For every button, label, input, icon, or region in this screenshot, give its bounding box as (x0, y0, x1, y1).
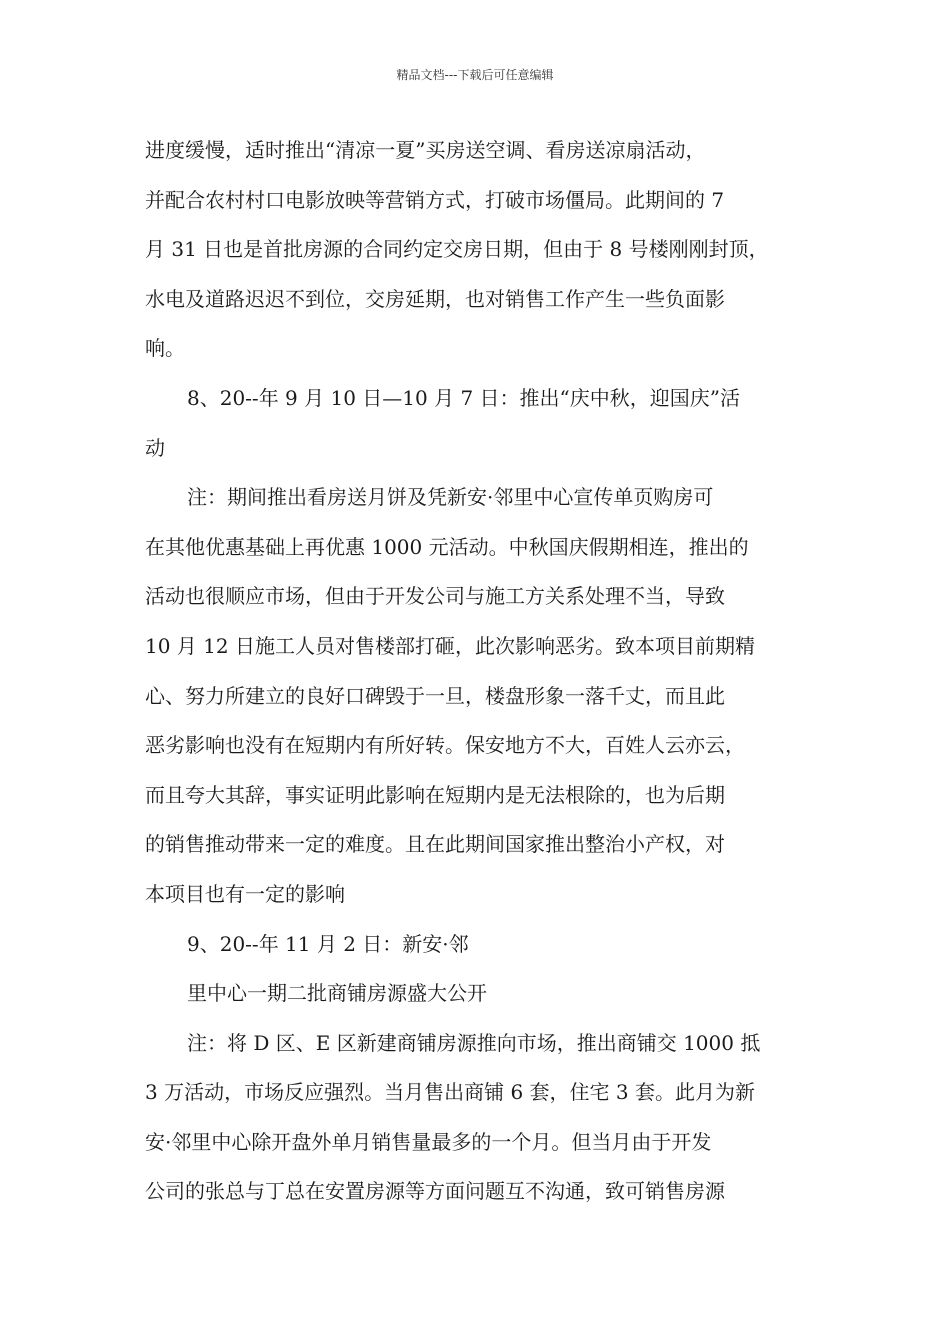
text-line: 月 31 日也是首批房源的合同约定交房日期，但由于 8 号楼刚刚封顶， (145, 237, 769, 262)
text-line: 心、努力所建立的良好口碑毁于一旦，楼盘形象一落千丈，而且此 (145, 683, 725, 708)
text-line: 里中心一期二批商铺房源盛大公开 (187, 981, 487, 1006)
text-line: 活动也很顺应市场，但由于开发公司与施工方关系处理不当，导致 (145, 584, 725, 609)
text-line: 并配合农村村口电影放映等营销方式，打破市场僵局。此期间的 7 (145, 187, 725, 212)
text-line: 恶劣影响也没有在短期内有所好转。保安地方不大，百姓人云亦云， (145, 733, 745, 758)
text-line: 动 (145, 435, 165, 460)
text-line: 9、20--年 11 月 2 日：新安·邻 (187, 931, 469, 956)
text-line: 安·邻里中心除开盘外单月销售量最多的一个月。但当月由于开发 (145, 1129, 712, 1154)
text-line: 注：期间推出看房送月饼及凭新安·邻里中心宣传单页购房可 (187, 485, 714, 510)
page-header: 精品文档---下载后可任意编辑 (396, 68, 554, 82)
text-line: 而且夸大其辞，事实证明此影响在短期内是无法根除的，也为后期 (145, 782, 725, 807)
text-line: 公司的张总与丁总在安置房源等方面问题互不沟通，致可销售房源 (145, 1179, 725, 1204)
document-body (145, 126, 835, 1217)
text-line: 注：将 D 区、E 区新建商铺房源推向市场，推出商铺交 1000 抵 (187, 1030, 761, 1055)
text-line: 本项目也有一定的影响 (145, 881, 345, 906)
text-line: 8、20--年 9 月 10 日—10 月 7 日：推出“庆中秋，迎国庆”活 (187, 385, 740, 410)
text-line: 响。 (145, 336, 185, 361)
text-line: 3 万活动，市场反应强烈。当月售出商铺 6 套，住宅 3 套。此月为新 (145, 1080, 755, 1105)
text-line: 的销售推动带来一定的难度。且在此期间国家推出整治小产权，对 (145, 832, 725, 857)
text-line: 10 月 12 日施工人员对售楼部打砸，此次影响恶劣。致本项目前期精 (145, 633, 755, 658)
text-line: 进度缓慢，适时推出“清凉一夏”买房送空调、看房送凉扇活动， (145, 138, 706, 162)
text-line: 水电及道路迟迟不到位，交房延期，也对销售工作产生一些负面影 (145, 286, 725, 311)
text-line: 在其他优惠基础上再优惠 1000 元活动。中秋国庆假期相连，推出的 (145, 534, 749, 559)
